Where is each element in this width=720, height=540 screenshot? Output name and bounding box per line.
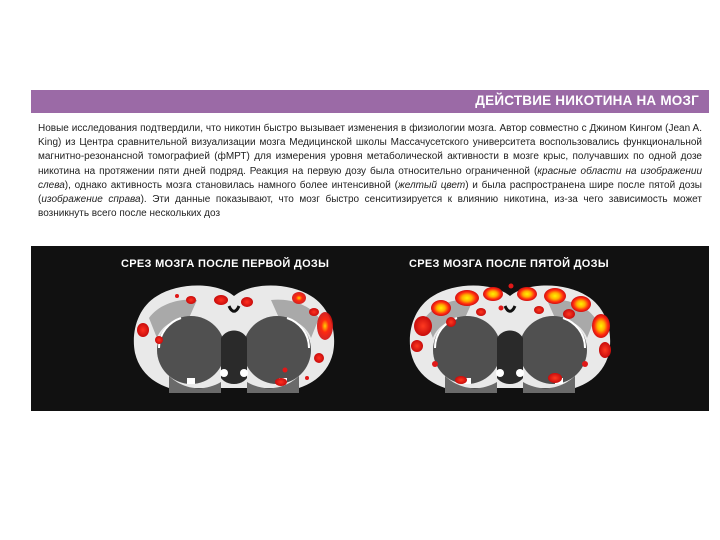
brain-scan-figure [31, 246, 709, 411]
caption-first-dose: СРЕЗ МОЗГА ПОСЛЕ ПЕРВОЙ ДОЗЫ [121, 258, 330, 270]
banner-title: ДЕЙСТВИЕ НИКОТИНА НА МОЗГ [475, 93, 699, 108]
article-text-part-2: ), однако активность мозга становилась намного более интенсивной ( [64, 179, 398, 191]
article-text-part-1: Новые исследования подтвердили, что никотин быстро вызывает изменения в физиологии мозга. Автор совместно с Джином Кингом (Jean A. King) из Центра сравнительной визуализации мозга Медицинской школы Массачусетского университета воспользовались функциональной магнитно-резонансной томографией (фМРТ) для измерения уровня метаболической активности в мозге крыс, получавших по одной дозе никотина на протяжении пяти дней подряд. Реакция на первую дозу была относительно ограниченной ( [38, 123, 702, 177]
brain-slice-first-dose [129, 278, 339, 406]
brain-slice-fifth-dose [405, 278, 615, 406]
article-text-part-4: ). Эти данные показывают, что мозг быстро сенситизируется к влиянию никотина, из-за чего зависимость может возникнуть всего после нескольких доз [38, 194, 702, 220]
article-emphasis-right-image: изображение справа [41, 194, 141, 206]
article-text [38, 122, 702, 221]
article-emphasis-yellow: желтый цвет [397, 179, 466, 191]
caption-fifth-dose: СРЕЗ МОЗГА ПОСЛЕ ПЯТОЙ ДОЗЫ [409, 258, 609, 270]
title-banner [31, 90, 709, 113]
article-emphasis-left-image: красные области на изображении слева [38, 165, 702, 191]
article-text-part-3: ) и была распространена шире после пятой дозы ( [38, 179, 702, 206]
